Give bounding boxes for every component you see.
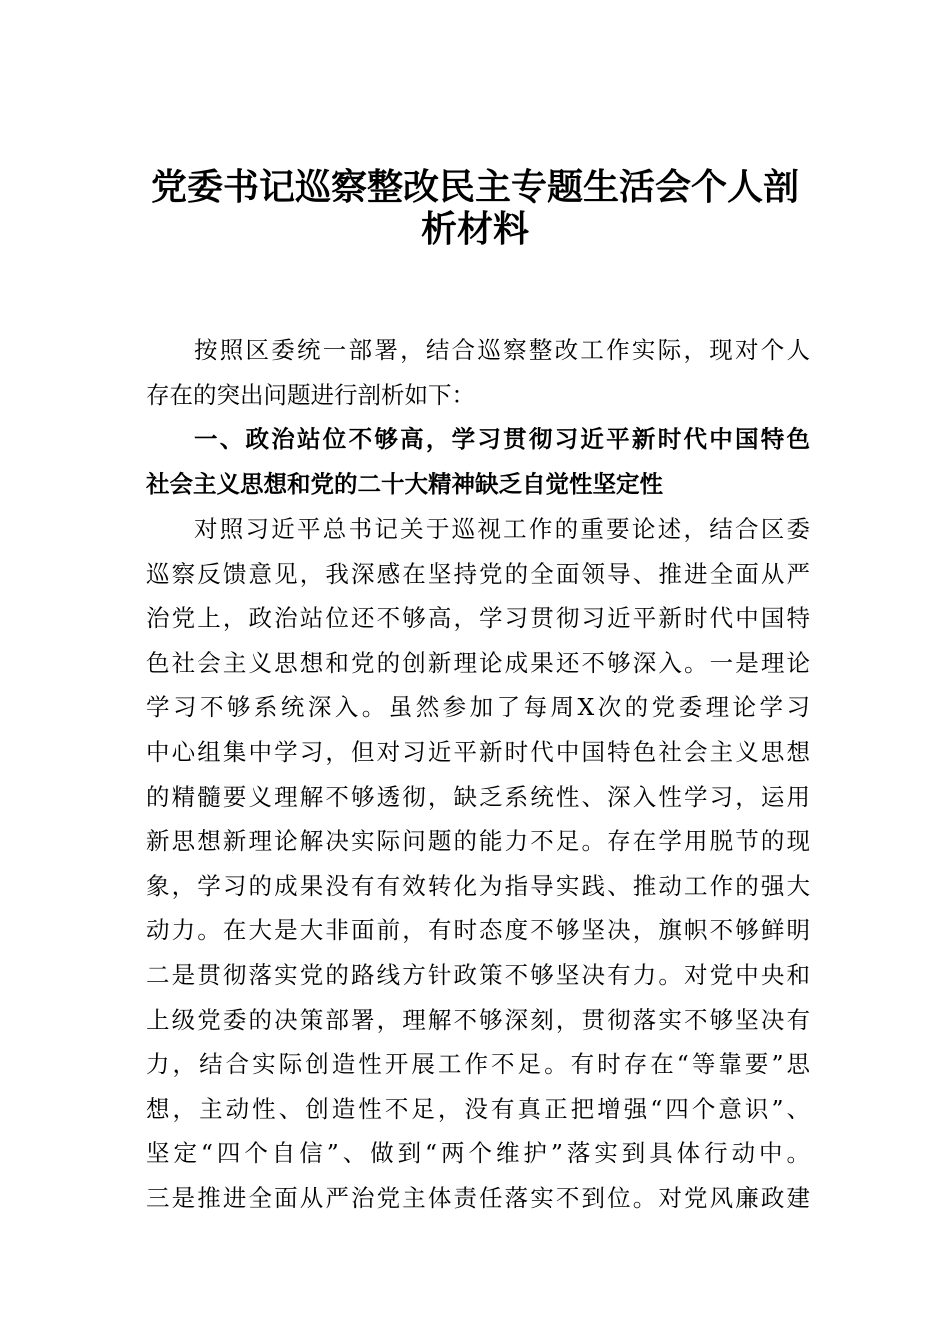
body-line: 想，主动性、创造性不足，没有真正把增强“四个意识”、 — [146, 1094, 810, 1123]
body-line: 象，学习的成果没有有效转化为指导实践、推动工作的强大 — [146, 871, 810, 900]
intro-paragraph — [146, 328, 810, 417]
intro-line: 按照区委统一部署，结合巡察整改工作实际，现对个人 — [194, 336, 810, 364]
section-1-heading-line: 一、政治站位不够高，学习贯彻习近平新时代中国特色 — [194, 425, 810, 453]
body-line: 力，结合实际创造性开展工作不足。有时存在“等靠要”思 — [146, 1050, 810, 1079]
body-line: 治党上，政治站位还不够高，学习贯彻习近平新时代中国特 — [146, 604, 810, 633]
section-1-heading — [146, 417, 810, 506]
body-line: 新思想新理论解决实际问题的能力不足。存在学用脱节的现 — [146, 827, 810, 856]
document-title-line-1: 党委书记巡察整改民主专题生活会个人剖 — [150, 166, 799, 208]
body-line: 二是贯彻落实党的路线方针政策不够坚决有力。对党中央和 — [146, 960, 810, 989]
document-title-line-2: 析材料 — [420, 208, 529, 250]
body-line: 巡察反馈意见，我深感在坚持党的全面领导、推进全面从严 — [146, 559, 810, 588]
body-line: 中心组集中学习，但对习近平新时代中国特色社会主义思想 — [146, 737, 810, 766]
body-line: 学习不够系统深入。虽然参加了每周X次的党委理论学习 — [146, 693, 810, 722]
section-1-heading-line: 社会主义思想和党的二十大精神缺乏自觉性坚定性 — [146, 469, 663, 498]
body-line: 上级党委的决策部署，理解不够深刻，贯彻落实不够坚决有 — [146, 1005, 810, 1034]
body-line: 坚定“四个自信”、做到“两个维护”落实到具体行动中。 — [146, 1139, 810, 1168]
intro-line: 存在的突出问题进行剖析如下： — [146, 380, 475, 409]
body-line: 动力。在大是大非面前，有时态度不够坚决，旗帜不够鲜明 — [146, 916, 810, 945]
section-1-body-paragraph — [146, 507, 810, 1221]
body-line: 对照习近平总书记关于巡视工作的重要论述，结合区委 — [194, 515, 810, 543]
body-line: 三是推进全面从严治党主体责任落实不到位。对党风廉政建 — [146, 1183, 810, 1212]
body-line: 色社会主义思想和党的创新理论成果还不够深入。一是理论 — [146, 648, 810, 677]
body-line: 的精髓要义理解不够透彻，缺乏系统性、深入性学习，运用 — [146, 782, 810, 811]
